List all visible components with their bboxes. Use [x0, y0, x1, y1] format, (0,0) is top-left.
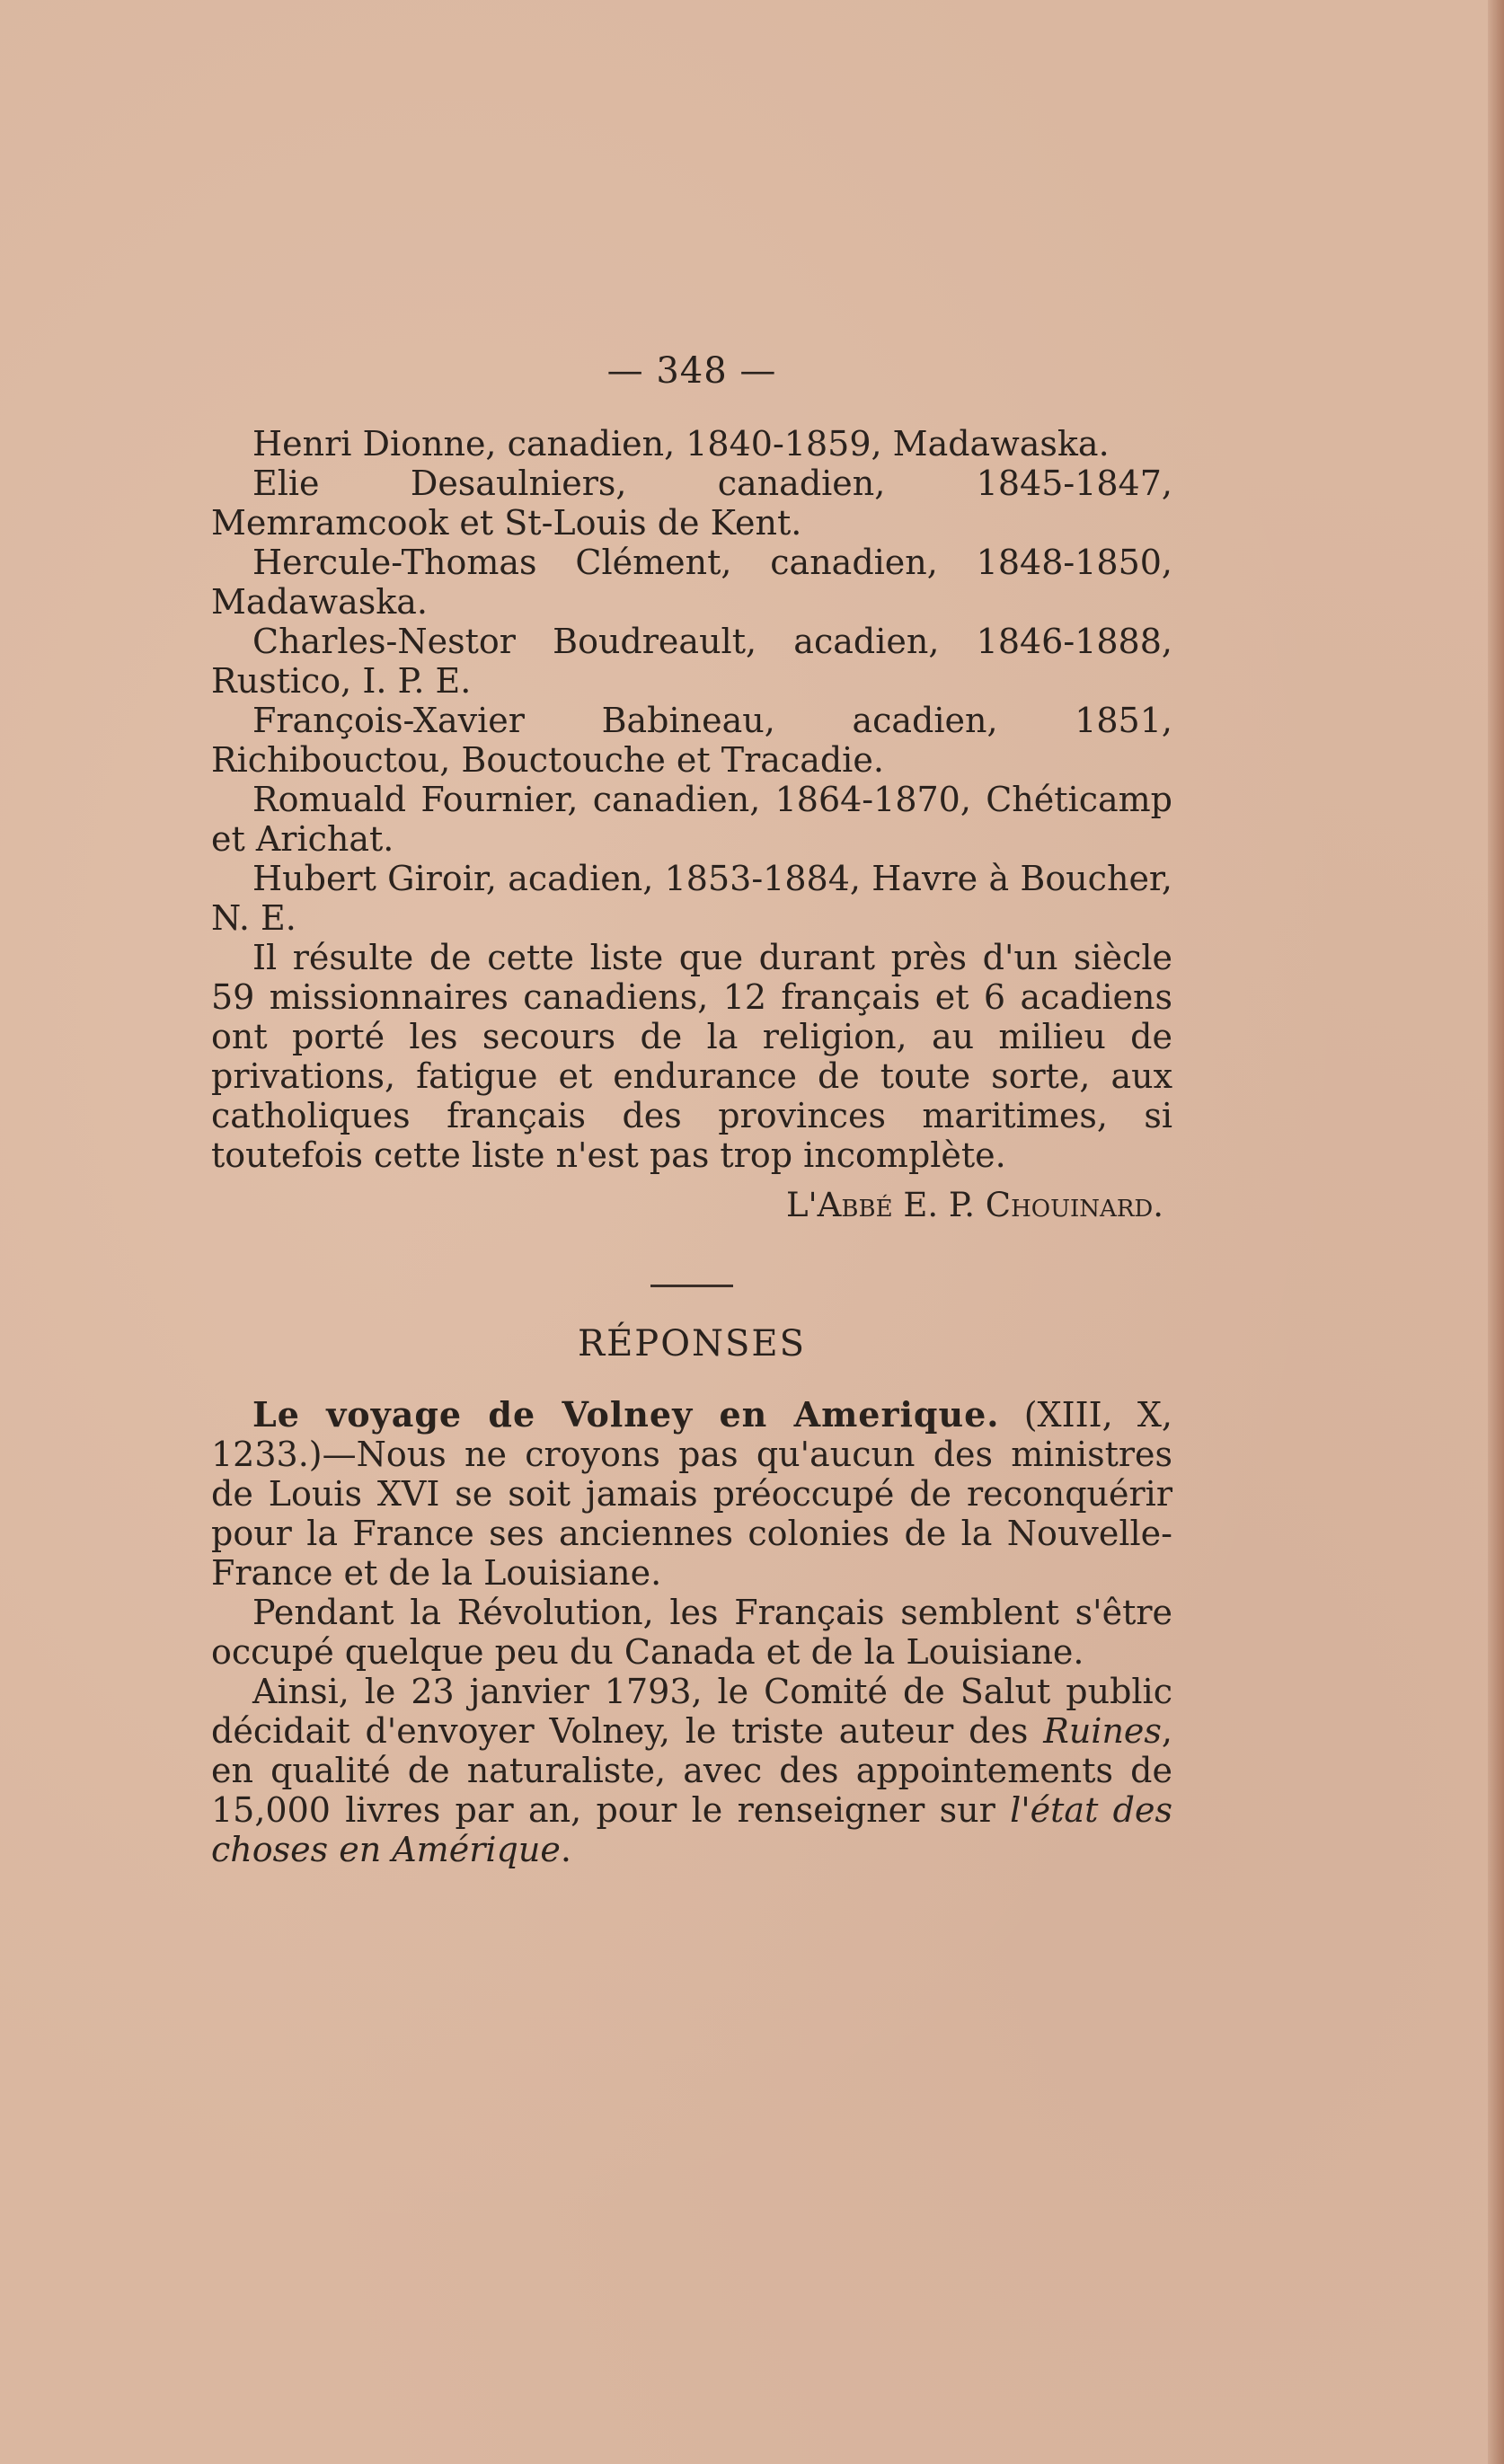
missionary-entry: Romuald Fournier, canadien, 1864-1870, Chéticamp et Arichat.	[211, 780, 1172, 859]
missionary-entry: François-Xavier Babineau, acadien, 1851, Richibouctou, Bouctouche et Tracadie.	[211, 701, 1172, 780]
volney-text-1: Ainsi, le 23 janvier 1793, le Comité de Salut public décidait d'envoyer Volney, le triste auteur des	[211, 1672, 1172, 1751]
answer-text: —Nous ne croyons pas qu'aucun des ministres de Louis XVI se soit jamais préoccupé de reconquérir pour la France ses anciennes colonies de la Nouvelle-France et de la Louisiane.	[211, 1435, 1172, 1593]
missionary-entry: Elie Desaulniers, canadien, 1845-1847, Memramcook et St-Louis de Kent.	[211, 464, 1172, 543]
missionary-entry: Henri Dionne, canadien, 1840-1859, Madawaska.	[252, 424, 1110, 464]
volney-paragraph	[211, 1672, 1172, 1869]
section-title: RÉPONSES	[577, 1323, 807, 1364]
missionary-entry: Hercule-Thomas Clément, canadien, 1848-1850, Madawaska.	[211, 543, 1172, 622]
document-body	[211, 350, 1172, 1869]
revolution-paragraph: Pendant la Révolution, les Français semblent s'être occupé quelque peu du Canada et de la Louisiane.	[211, 1593, 1172, 1672]
signature: L'Abbé E. P. Chouinard.	[785, 1186, 1163, 1224]
volney-text-end: .	[560, 1830, 571, 1869]
section-divider	[650, 1285, 733, 1287]
answer-reference: (XIII, X, 1233.)	[211, 1395, 1172, 1474]
page-edge-shadow	[1488, 0, 1504, 2464]
missionary-entry: Hubert Giroir, acadien, 1853-1884, Havre à Boucher, N. E.	[211, 859, 1172, 938]
etat-title: l'état des choses en Amérique	[211, 1790, 1172, 1869]
conclusion-paragraph: Il résulte de cette liste que durant près d'un siècle 59 missionnaires canadiens, 12 français et 6 acadiens ont porté les secours de la religion, au milieu de privations, fatigue et endurance de toute sorte, aux catholiques français des provinces maritimes, si toutefois cette liste n'est pas trop incomplète.	[211, 938, 1172, 1175]
answer-paragraph	[211, 1395, 1172, 1593]
missionary-entry: Charles-Nestor Boudreault, acadien, 1846-1888, Rustico, I. P. E.	[211, 622, 1172, 701]
answer-headline: Le voyage de Volney en Amerique.	[252, 1394, 1000, 1435]
page-number: — 348 —	[606, 350, 777, 392]
volney-text-2: , en qualité de naturaliste, avec des appointements de 15,000 livres par an, pour le renseigner sur	[211, 1711, 1172, 1830]
ruines-title: Ruines	[1043, 1711, 1162, 1751]
